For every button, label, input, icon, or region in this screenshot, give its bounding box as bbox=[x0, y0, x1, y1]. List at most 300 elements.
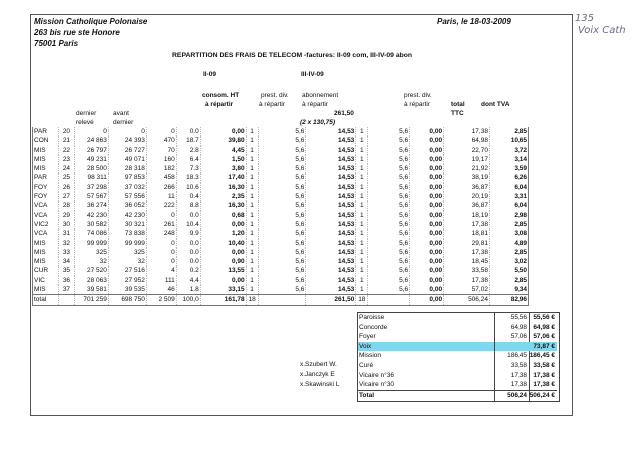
table-cell: 0,00 bbox=[200, 276, 246, 285]
table-cell: 4,45 bbox=[200, 146, 246, 155]
table-cell: 33,58 bbox=[444, 266, 490, 275]
table-cell: 73 838 bbox=[108, 229, 146, 238]
summary-label: Concorde bbox=[359, 323, 388, 331]
table-cell: 222 bbox=[146, 201, 176, 210]
table-cell: 37 298 bbox=[74, 183, 108, 192]
prest-div-header-b2: à répartir bbox=[404, 101, 431, 108]
table-cell: 325 bbox=[108, 248, 146, 257]
table-cell: 0,00 bbox=[410, 229, 444, 238]
table-cell: 18.7 bbox=[176, 136, 200, 145]
table-cell: 74 086 bbox=[74, 229, 108, 238]
table-cell: 14,53 bbox=[306, 192, 356, 201]
table-cell: 9.9 bbox=[176, 229, 200, 238]
summary-value: 506,24 bbox=[507, 391, 527, 399]
table-cell: 0,00 bbox=[200, 220, 246, 229]
table-cell: 25 bbox=[58, 173, 74, 182]
telecom-table bbox=[32, 127, 529, 306]
table-cell: 1 bbox=[246, 257, 258, 266]
table-cell: 64,98 bbox=[444, 136, 490, 145]
table-row bbox=[33, 192, 529, 201]
summary-label: Voix bbox=[357, 342, 428, 352]
avant-header: avant bbox=[113, 110, 129, 117]
table-cell: 1 bbox=[356, 229, 368, 238]
table-cell: 470 bbox=[146, 136, 176, 145]
table-cell: 32 bbox=[74, 257, 108, 266]
table-cell: 14,53 bbox=[306, 220, 356, 229]
table-cell: 57 556 bbox=[108, 192, 146, 201]
prest-div-header: prest. div. bbox=[261, 92, 289, 99]
totals-row bbox=[33, 295, 529, 305]
page-title: REPARTITION DES FRAIS DE TELECOM -factures: II-09 com, III-IV-09 abon bbox=[172, 52, 413, 59]
table-cell: 0.0 bbox=[176, 239, 200, 248]
table-cell: 37 bbox=[58, 285, 74, 295]
table-cell: 10.4 bbox=[176, 220, 200, 229]
table-row bbox=[33, 257, 529, 266]
table-cell: 70 bbox=[146, 146, 176, 155]
table-cell: 5,6 bbox=[258, 239, 306, 248]
table-row bbox=[33, 201, 529, 210]
table-cell: 0,00 bbox=[410, 266, 444, 275]
table-cell: 42 230 bbox=[108, 211, 146, 220]
summary-value: 57,06 bbox=[510, 333, 527, 341]
table-cell: 0,00 bbox=[410, 248, 444, 257]
table-cell: 9,34 bbox=[489, 285, 528, 295]
table-cell: 14,53 bbox=[306, 136, 356, 145]
table-cell: 0,00 bbox=[410, 192, 444, 201]
table-cell: 5,6 bbox=[368, 127, 410, 136]
table-cell: 5,50 bbox=[489, 266, 528, 275]
table-cell: 0.4 bbox=[176, 192, 200, 201]
table-cell: 0 bbox=[74, 127, 108, 136]
table-cell: 57,02 bbox=[444, 285, 490, 295]
table-cell: 30 bbox=[58, 220, 74, 229]
table-cell: 14,53 bbox=[306, 266, 356, 275]
table-cell: 28 063 bbox=[74, 276, 108, 285]
table-cell: 22 bbox=[58, 146, 74, 155]
table-cell: 1 bbox=[356, 239, 368, 248]
table-cell: 1 bbox=[356, 173, 368, 182]
table-cell: 6.4 bbox=[176, 155, 200, 164]
table-cell: 1 bbox=[356, 127, 368, 136]
abonnement-header-2: à répartir bbox=[302, 101, 329, 108]
table-cell: 0,00 bbox=[410, 295, 444, 305]
table-cell bbox=[258, 295, 306, 305]
table-cell: 0 bbox=[146, 248, 176, 257]
table-cell: PAR bbox=[33, 173, 59, 182]
table-cell: 1 bbox=[356, 285, 368, 295]
table-cell: 1 bbox=[356, 266, 368, 275]
table-cell: 248 bbox=[146, 229, 176, 238]
table-cell: 261 bbox=[146, 220, 176, 229]
euro-value: 33,58 € bbox=[533, 361, 555, 369]
table-row bbox=[33, 266, 529, 275]
table-cell: 36,87 bbox=[444, 201, 490, 210]
table-cell: 3,59 bbox=[489, 164, 528, 173]
table-cell: 5,6 bbox=[368, 155, 410, 164]
table-cell: 1 bbox=[246, 239, 258, 248]
table-cell: 29,81 bbox=[444, 239, 490, 248]
euro-box bbox=[494, 312, 560, 402]
table-cell: 14,53 bbox=[306, 239, 356, 248]
table-cell: 27 bbox=[58, 192, 74, 201]
table-cell: 5,6 bbox=[368, 146, 410, 155]
table-cell: 5,6 bbox=[368, 192, 410, 201]
table-cell: 49 231 bbox=[74, 155, 108, 164]
table-cell: VIC bbox=[33, 276, 59, 285]
table-cell: 2,98 bbox=[489, 211, 528, 220]
table-cell: 7.3 bbox=[176, 164, 200, 173]
table-cell: 1 bbox=[356, 155, 368, 164]
table-cell: 1 bbox=[246, 146, 258, 155]
table-cell: 1 bbox=[246, 276, 258, 285]
table-cell: 5,6 bbox=[258, 229, 306, 238]
table-cell: 42 230 bbox=[74, 211, 108, 220]
table-cell: 4 bbox=[146, 266, 176, 275]
table-cell: 1 bbox=[246, 155, 258, 164]
table-cell: 2.8 bbox=[176, 146, 200, 155]
table-row bbox=[33, 146, 529, 155]
table-cell: 5,6 bbox=[258, 155, 306, 164]
table-cell: 14,53 bbox=[306, 211, 356, 220]
table-cell: 5,6 bbox=[368, 173, 410, 182]
table-cell: 38,19 bbox=[444, 173, 490, 182]
table-cell: 1 bbox=[246, 285, 258, 295]
table-cell: 0,00 bbox=[410, 146, 444, 155]
table-cell: 5,6 bbox=[368, 248, 410, 257]
table-cell: 5,6 bbox=[258, 164, 306, 173]
table-cell: 5,6 bbox=[258, 183, 306, 192]
prest-div-header-b: prest. div. bbox=[404, 92, 432, 99]
prest-div-header-2: à répartir bbox=[259, 101, 286, 108]
table-cell: 5,6 bbox=[368, 211, 410, 220]
summary-value: 17,38 bbox=[510, 381, 527, 389]
table-cell: 14,53 bbox=[306, 201, 356, 210]
table-cell: 39 581 bbox=[74, 285, 108, 295]
table-cell: 0.0 bbox=[176, 211, 200, 220]
table-cell: 5,6 bbox=[368, 229, 410, 238]
table-cell: 1 bbox=[356, 146, 368, 155]
cure-person: x.Szubert W. bbox=[300, 361, 337, 368]
table-cell: 1 bbox=[246, 173, 258, 182]
summary-label: Foyer bbox=[359, 333, 376, 341]
table-cell: 28 bbox=[58, 201, 74, 210]
table-cell: 18 bbox=[356, 295, 368, 305]
table-cell: 111 bbox=[146, 276, 176, 285]
table-cell: 18,81 bbox=[444, 229, 490, 238]
summary-label: Paroisse bbox=[359, 314, 385, 321]
total-header: total bbox=[451, 101, 465, 108]
table-cell: FOY bbox=[33, 192, 59, 201]
table-cell: 0,00 bbox=[410, 164, 444, 173]
table-cell: 18,19 bbox=[444, 211, 490, 220]
table-cell: 3,08 bbox=[489, 229, 528, 238]
table-cell: 17,38 bbox=[444, 127, 490, 136]
table-cell: 1.8 bbox=[176, 285, 200, 295]
table-cell: 14,53 bbox=[306, 155, 356, 164]
table-cell: 16,30 bbox=[200, 183, 246, 192]
table-row bbox=[33, 173, 529, 182]
table-cell: 161,78 bbox=[200, 295, 246, 305]
org-name: Mission Catholique Polonaise bbox=[34, 17, 148, 26]
table-cell: 17,38 bbox=[444, 248, 490, 257]
table-cell: 0 bbox=[146, 257, 176, 266]
table-row bbox=[33, 211, 529, 220]
table-cell: 0.0 bbox=[176, 248, 200, 257]
table-cell: 1 bbox=[246, 192, 258, 201]
table-cell: 1 bbox=[246, 211, 258, 220]
table-cell: 23 bbox=[58, 155, 74, 164]
table-cell: 3,72 bbox=[489, 146, 528, 155]
table-cell: 1 bbox=[356, 183, 368, 192]
table-cell: 28 318 bbox=[108, 164, 146, 173]
summary-value: 186,45 bbox=[507, 352, 527, 360]
table-cell: 0,00 bbox=[410, 276, 444, 285]
table-cell: 35 bbox=[58, 266, 74, 275]
table-cell: PAR bbox=[33, 127, 59, 136]
table-cell: 33,15 bbox=[200, 285, 246, 295]
table-cell: 8.8 bbox=[176, 201, 200, 210]
summary-label: Vicaire n°36 bbox=[359, 371, 395, 379]
table-cell: 5,6 bbox=[258, 127, 306, 136]
table-cell: MIS bbox=[33, 257, 59, 266]
table-cell: 0 bbox=[146, 239, 176, 248]
table-cell: 1 bbox=[356, 220, 368, 229]
table-cell: 0 bbox=[146, 211, 176, 220]
table-cell: 5,6 bbox=[258, 257, 306, 266]
table-cell: 10.6 bbox=[176, 183, 200, 192]
table-cell: 3,31 bbox=[489, 192, 528, 201]
table-cell: 16,30 bbox=[200, 201, 246, 210]
table-cell: 0.0 bbox=[176, 127, 200, 136]
summary-value: 64,98 bbox=[510, 323, 527, 331]
table-cell: 0.2 bbox=[176, 266, 200, 275]
table-cell: 5,6 bbox=[258, 248, 306, 257]
summary-value: 55,56 bbox=[510, 314, 527, 321]
euro-value: 186,45 € bbox=[529, 352, 555, 360]
table-cell: 5,6 bbox=[258, 220, 306, 229]
table-cell: 17,38 bbox=[444, 220, 490, 229]
table-cell: VIC2 bbox=[33, 220, 59, 229]
table-row bbox=[33, 285, 529, 295]
table-cell: 160 bbox=[146, 155, 176, 164]
abonnement-formula: (2 x 130,75) bbox=[300, 119, 336, 126]
table-cell: 5,6 bbox=[368, 257, 410, 266]
table-cell: 1 bbox=[356, 164, 368, 173]
table-cell: VCA bbox=[33, 201, 59, 210]
table-cell: 1 bbox=[356, 201, 368, 210]
table-cell: total bbox=[33, 295, 59, 305]
table-cell: 2,85 bbox=[489, 127, 528, 136]
table-cell: 37 032 bbox=[108, 183, 146, 192]
table-cell: 46 bbox=[146, 285, 176, 295]
table-cell: 24 863 bbox=[74, 136, 108, 145]
table-cell: 1,50 bbox=[200, 155, 246, 164]
table-cell: 1 bbox=[356, 257, 368, 266]
table-cell: 1 bbox=[356, 276, 368, 285]
table-cell: MIS bbox=[33, 146, 59, 155]
releve-header: relevé bbox=[76, 119, 94, 126]
table-cell: 24 bbox=[58, 164, 74, 173]
table-row bbox=[33, 164, 529, 173]
table-row bbox=[33, 136, 529, 145]
table-cell: 5,6 bbox=[258, 211, 306, 220]
table-cell: 1 bbox=[246, 229, 258, 238]
table-cell: 20,19 bbox=[444, 192, 490, 201]
table-cell: 34 bbox=[58, 257, 74, 266]
table-cell: 19,17 bbox=[444, 155, 490, 164]
table-cell: 36 052 bbox=[108, 201, 146, 210]
table-cell: 0.0 bbox=[176, 257, 200, 266]
table-cell: 0,00 bbox=[410, 239, 444, 248]
table-cell: 21 bbox=[58, 136, 74, 145]
table-cell: 21,92 bbox=[444, 164, 490, 173]
table-cell: 99 999 bbox=[108, 239, 146, 248]
table-cell: MIS bbox=[33, 164, 59, 173]
table-cell: 11 bbox=[146, 192, 176, 201]
vicaire30-person: x.Skawinski L bbox=[300, 381, 340, 388]
vicaire36-person: x.Janczyk E bbox=[300, 371, 335, 378]
table-row bbox=[33, 229, 529, 238]
address-line-1: 263 bis rue ste Honore bbox=[34, 28, 120, 37]
table-cell: 0,00 bbox=[410, 285, 444, 295]
table-cell: 1 bbox=[246, 136, 258, 145]
table-cell: 39,80 bbox=[200, 136, 246, 145]
table-cell: 5,6 bbox=[368, 164, 410, 173]
table-cell: 100,0 bbox=[176, 295, 200, 305]
table-cell: 14,53 bbox=[306, 229, 356, 238]
table-cell: 1 bbox=[356, 192, 368, 201]
table-cell: 18.3 bbox=[176, 173, 200, 182]
table-cell: 1 bbox=[246, 183, 258, 192]
table-cell: 82,96 bbox=[489, 295, 528, 305]
table-cell: 31 bbox=[58, 229, 74, 238]
table-cell bbox=[58, 295, 74, 305]
period1-label: II-09 bbox=[203, 71, 217, 78]
euro-value: 17,38 € bbox=[533, 371, 555, 379]
table-cell: 0,00 bbox=[410, 136, 444, 145]
table-cell: 0,00 bbox=[200, 127, 246, 136]
table-cell: 29 bbox=[58, 211, 74, 220]
table-cell: 14,53 bbox=[306, 146, 356, 155]
table-cell: 2,85 bbox=[489, 248, 528, 257]
table-cell: 14,53 bbox=[306, 164, 356, 173]
table-cell: 5,6 bbox=[368, 276, 410, 285]
summary-value: 17,38 bbox=[510, 371, 527, 379]
table-row bbox=[33, 155, 529, 164]
table-cell: 32 bbox=[108, 257, 146, 266]
table-cell: 14,53 bbox=[306, 127, 356, 136]
table-cell: 5,6 bbox=[258, 285, 306, 295]
table-cell: FOY bbox=[33, 183, 59, 192]
table-cell: 1 bbox=[246, 201, 258, 210]
summary-label: Mission bbox=[359, 352, 382, 360]
table-cell: 261,50 bbox=[306, 295, 356, 305]
table-cell: 97 853 bbox=[108, 173, 146, 182]
table-cell: 1 bbox=[246, 220, 258, 229]
table-cell: 0,00 bbox=[410, 183, 444, 192]
table-cell: 36 274 bbox=[74, 201, 108, 210]
table-cell: 33 bbox=[58, 248, 74, 257]
table-cell: 701 259 bbox=[74, 295, 108, 305]
table-cell: 99 999 bbox=[74, 239, 108, 248]
table-cell: 4.4 bbox=[176, 276, 200, 285]
table-cell: 14,53 bbox=[306, 248, 356, 257]
table-cell: 2,85 bbox=[489, 276, 528, 285]
table-cell: 1 bbox=[246, 248, 258, 257]
table-cell: 5,6 bbox=[368, 285, 410, 295]
table-cell: 36 bbox=[58, 276, 74, 285]
period2-label: III-IV-09 bbox=[301, 71, 324, 78]
table-row bbox=[33, 239, 529, 248]
table-cell: 28 500 bbox=[74, 164, 108, 173]
table-cell: 0,00 bbox=[200, 248, 246, 257]
table-cell: 10,65 bbox=[489, 136, 528, 145]
table-cell: 27 952 bbox=[108, 276, 146, 285]
place-date: Paris, le 18-03-2009 bbox=[437, 17, 511, 26]
table-cell: 325 bbox=[74, 248, 108, 257]
table-cell: 14,53 bbox=[306, 285, 356, 295]
table-cell: 17,38 bbox=[444, 276, 490, 285]
table-cell: 5,6 bbox=[258, 146, 306, 155]
table-cell: 32 bbox=[58, 239, 74, 248]
table-cell: 5,6 bbox=[368, 201, 410, 210]
handwritten-number: 135 bbox=[575, 13, 595, 24]
table-cell: 182 bbox=[146, 164, 176, 173]
table-cell: 5,6 bbox=[368, 220, 410, 229]
table-cell: 26 797 bbox=[74, 146, 108, 155]
table-cell: 458 bbox=[146, 173, 176, 182]
ttc-header: TTC bbox=[451, 110, 464, 117]
table-cell: 1 bbox=[356, 248, 368, 257]
consom-header: consom. HT bbox=[202, 92, 240, 99]
table-cell: 5,6 bbox=[258, 173, 306, 182]
table-cell: 0,00 bbox=[410, 155, 444, 164]
table-cell: CON bbox=[33, 136, 59, 145]
euro-value: 506,24 € bbox=[529, 391, 555, 399]
table-cell: MIS bbox=[33, 285, 59, 295]
table-cell: 49 071 bbox=[108, 155, 146, 164]
table-cell: 0,00 bbox=[410, 257, 444, 266]
table-cell: 30 582 bbox=[74, 220, 108, 229]
table-cell: 506,24 bbox=[444, 295, 490, 305]
consom-header-2: à répartir bbox=[205, 101, 234, 108]
table-cell: 20 bbox=[58, 127, 74, 136]
table-cell: 6,04 bbox=[489, 183, 528, 192]
table-row bbox=[33, 248, 529, 257]
table-cell: 3,02 bbox=[489, 257, 528, 266]
table-cell: 5,6 bbox=[258, 192, 306, 201]
table-row bbox=[33, 183, 529, 192]
table-cell: 6,26 bbox=[489, 173, 528, 182]
table-cell: 5,6 bbox=[368, 266, 410, 275]
table-cell: 18,45 bbox=[444, 257, 490, 266]
summary-label: Total bbox=[359, 391, 375, 399]
table-cell: 1 bbox=[356, 211, 368, 220]
table-cell: 266 bbox=[146, 183, 176, 192]
table-cell: 5,6 bbox=[258, 201, 306, 210]
table-cell: VCA bbox=[33, 211, 59, 220]
table-cell: 2,35 bbox=[200, 192, 246, 201]
table-cell: 14,53 bbox=[306, 257, 356, 266]
table-cell: 18 bbox=[246, 295, 258, 305]
table-cell: 14,53 bbox=[306, 173, 356, 182]
table-cell: 1 bbox=[246, 127, 258, 136]
table-cell: 10,40 bbox=[200, 239, 246, 248]
euro-value: 64,98 € bbox=[533, 323, 555, 331]
table-cell: 27 516 bbox=[108, 266, 146, 275]
euro-value: 57,06 € bbox=[533, 333, 555, 341]
table-cell: 14,53 bbox=[306, 183, 356, 192]
